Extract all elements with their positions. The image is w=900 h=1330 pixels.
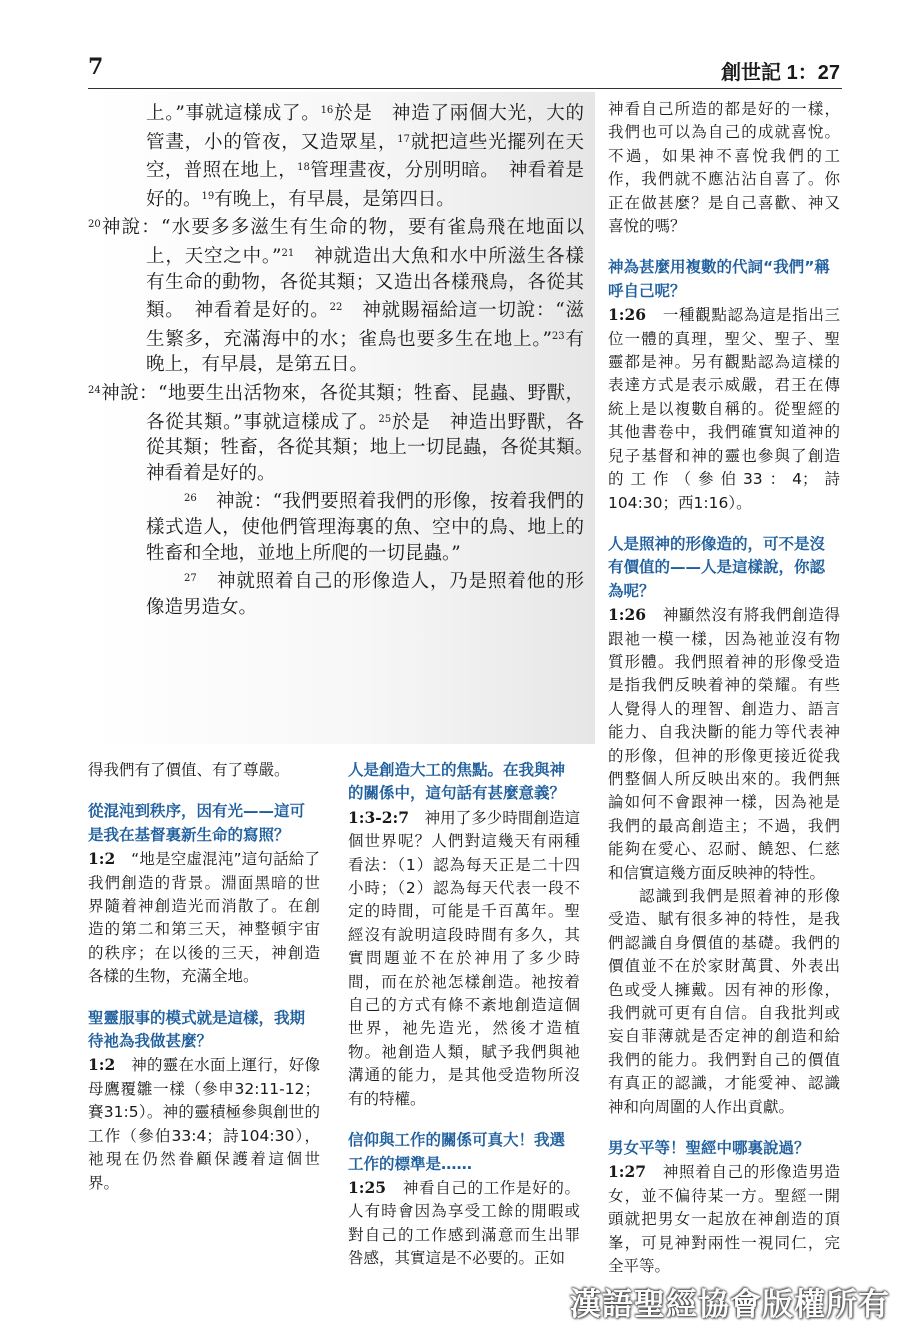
verse-20-23: $^{20}$神說：“水要多多滋生有生命的物，要有雀鳥飛在地面以上，天空之中。”$^{21}$ 神就造出大魚和水中所滋生各樣有生命的動物，各從其類；又造出各樣飛鳥，各從其類。 神看着是好的。$^{22}$ 神就賜福給這一切說：“滋生繁多，充滿海中的水；雀鳥也要多生在地上。”$^{23}$有晚上，有早晨，是第五日。: [88, 217, 584, 376]
note-continuation: 神看自己所造的都是好的一樣，我們也可以為自己的成就喜悅。不過，如果神不喜悅我們的工作，我們就不應沾沾自喜了。你正在做甚麼？是自己喜歡、神又喜悅的嗎？: [608, 100, 840, 236]
scripture-text: [88, 98, 603, 620]
note-heading: 人是照神的形像造的，可不是沒有價值的——人是這樣說，你認為呢？: [608, 534, 826, 600]
note-body: 1:3-2:7 神用了多少時間創造這個世界呢？人們對這幾天有兩種看法：（1）認為每天正是二十四小時；（2）認為每天代表一段不定的時間，可能是千百萬年。聖經沒有說明這段時間有多久，其實問題並不在於神用了多少時間，而在於祂怎樣創造。祂按着自己的方式有條不紊地創造這個世界，祂先造光，然後才造植物。祂創造人類，賦予我們與祂溝通的能力，是其他受造物所沒有的特權。: [348, 807, 580, 1108]
verse-15-19: 上。”事就這樣成了。$^{16}$於是 神造了兩個大光，大的管晝，小的管夜，又造眾星，$^{17}$就把這些光擺列在天空，普照在地上，$^{18}$管理晝夜，分別明暗。 神看着是好的。$^{19}$有晚上，有早晨，是第四日。: [146, 103, 584, 210]
note-heading: 從混沌到秩序，因有光——這可是我在基督裏新生命的寫照？: [88, 802, 306, 844]
note-heading: 聖靈服事的模式就是這樣，我期待祂為我做甚麼？: [88, 1008, 306, 1051]
verse-27: $^{27}$ 神就照着自己的形像造人，乃是照着他的形像造男造女。: [146, 571, 584, 618]
note-body: 認識到我們是照着神的形像受造、賦有很多神的特性，是我們認識自身價值的基礎。我們的價值並不在於家財萬貫、外表出色或受人擁戴。因有神的形像，我們就可更有自信。自我批判或妄自菲薄就是否定神的創造和給我們的能力。我們對自己的價值有真正的認識，才能愛神、認識神和向周圍的人作出貢獻。: [608, 887, 840, 1116]
note-reference: 1:2: [88, 1055, 116, 1075]
notes-column-right: [608, 98, 840, 1279]
note-reference: 1:26: [608, 305, 647, 325]
note-heading: 男女平等！聖經中哪裏說過？: [608, 1139, 810, 1158]
header-rule: [88, 88, 842, 89]
note-body: 1:26 一種觀點認為這是指出三位一體的真理，聖父、聖子、聖靈都是神。另有觀點認為這樣的表達方式是表示威嚴，君王在傳統上是以複數自稱的。從聖經的其他書卷中，我們確實知道神的兒子基督和神的靈也參與了創造的工作（參伯33：4；詩104:30；西1:16）。: [608, 305, 840, 512]
notes-column-middle: [348, 759, 580, 1271]
note-body: 1:25 神看自己的工作是好的。人有時會因為享受工餘的閒暇或對自己的工作感到滿意而生出罪咎感，其實這是不必要的。正如: [348, 1177, 580, 1268]
note-heading: 人是創造大工的焦點。在我與神的關係中，這句話有甚麼意義？: [348, 761, 566, 803]
note-body: 1:27 神照着自己的形像造男造女，並不偏待某一方。聖經一開頭就把男女一起放在神創造的頂峯，可見神對兩性一視同仁，完全平等。: [608, 1162, 840, 1276]
running-header-reference: 創世記 1：27: [721, 62, 840, 84]
note-reference: 1:26: [608, 605, 647, 625]
copyright-watermark: 漢語聖經協會版權所有: [570, 1287, 890, 1323]
note-body: 1:2 神的靈在水面上運行，好像母鷹覆雛一樣（參申32:11-12；賽31:5）。神的靈積極參與創世的工作（參伯33:4；詩104:30），祂現在仍然眷顧保護着這個世界。: [88, 1055, 320, 1192]
note-continuation: 得我們有了價值、有了尊嚴。: [88, 761, 290, 779]
verse-26: $^{26}$ 神說：“我們要照着我們的形像，按着我們的樣式造人，使他們管理海裏的魚、空中的鳥、地上的牲畜和全地，並地上所爬的一切昆蟲。”: [146, 491, 584, 564]
note-body: 1:26 神顯然沒有將我們創造得跟祂一模一樣，因為祂並沒有物質形體。我們照着神的形像受造是指我們反映着神的榮耀。有些人覺得人的理智、創造力、語言能力、自我決斷的能力等代表神的形像，但神的形像更接近從我們整個人所反映出來的。我們無論如何不會跟神一樣，因為祂是我們的最高創造主；不過，我們能夠在愛心、忍耐、饒恕、仁慈和信實這幾方面反映神的特性。: [608, 605, 840, 882]
note-reference: 1:27: [608, 1162, 647, 1182]
note-heading: 神為甚麼用複數的代詞“我們”稱呼自己呢？: [608, 258, 830, 300]
verse-24-25: $^{24}$神說：“地要生出活物來，各從其類；牲畜、昆蟲、野獸，各從其類。”事就這樣成了。$^{25}$於是 神造出野獸，各從其類；牲畜，各從其類；地上一切昆蟲，各從其類。 神看着是好的。: [88, 382, 603, 484]
notes-column-left: [88, 759, 320, 1195]
note-heading: 信仰與工作的關係可真大！我選工作的標準是……: [348, 1131, 566, 1173]
note-body: 1:2 “地是空虛混沌”這句話給了我們創造的背景。淵面黑暗的世界隨着神創造光而消散了。在創造的第二和第三天，神整頓宇宙的秩序；在以後的三天，神創造各樣的生物，充滿全地。: [88, 849, 320, 986]
note-reference: 1:3-2:7: [348, 807, 410, 827]
note-reference: 1:25: [348, 1177, 387, 1197]
scripture-panel: [88, 92, 603, 744]
page-number: 7: [88, 54, 104, 80]
note-reference: 1:2: [88, 849, 116, 869]
